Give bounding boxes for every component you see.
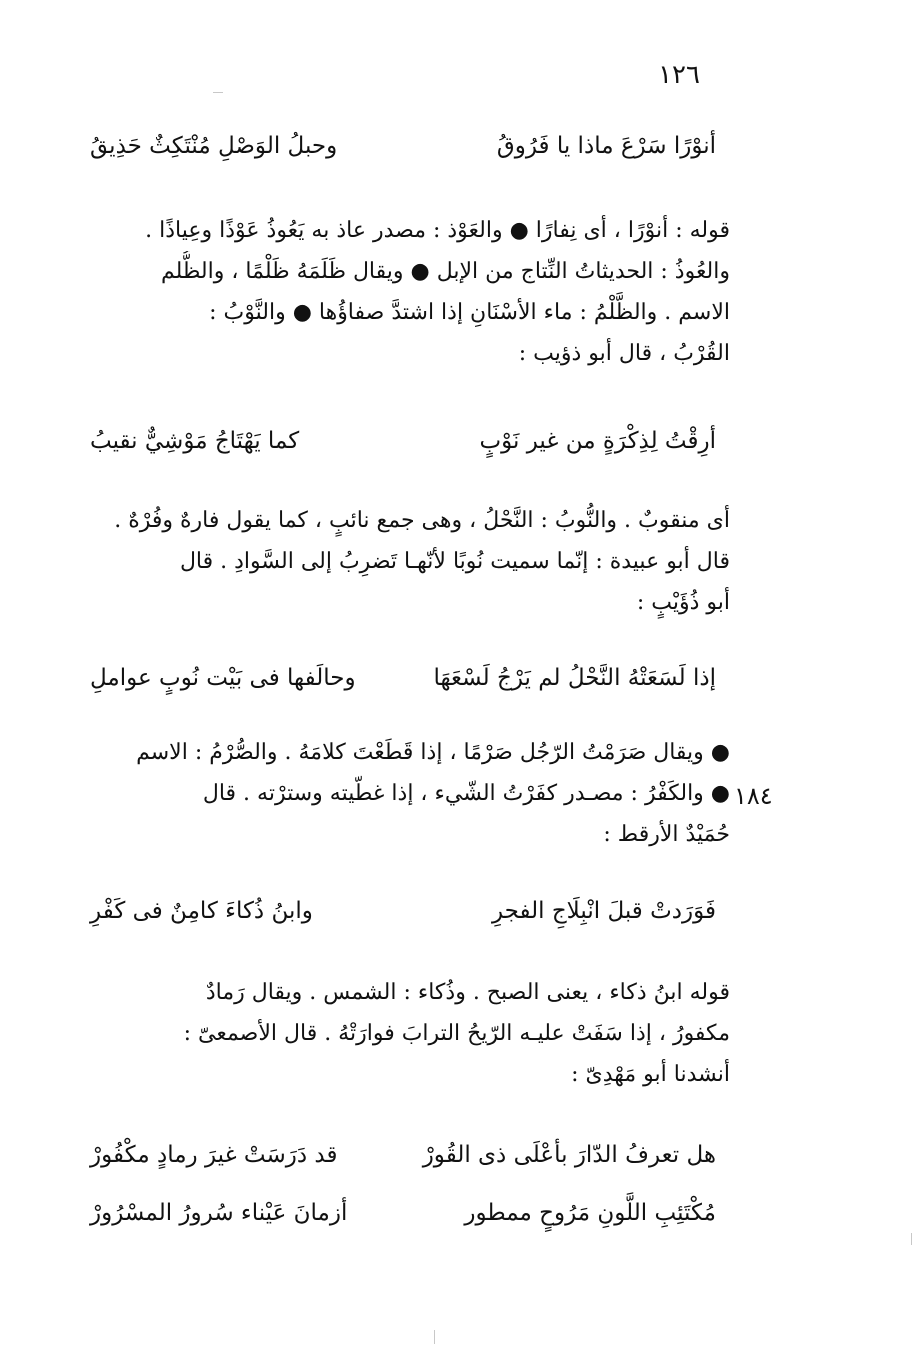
verse-first-hemistich: إذا لَسَعَتْهُ النَّحْلُ لم يَرْجُ لَسْعَهَا: [433, 665, 716, 691]
verse-line: [90, 1142, 716, 1194]
verse-second-hemistich: قد دَرَسَتْ غيرَ رمادٍ مكْفُورْ: [90, 1142, 338, 1168]
verse-first-hemistich: فَوَرَدتْ قبلَ انْبِلَاجِ الفجرِ: [491, 898, 716, 924]
text-line: أبو ذُؤَيْبٍ :: [636, 590, 730, 615]
verse-line: [90, 133, 716, 185]
verse-second-hemistich: كما يَهْتَاجُ مَوْشِيٌّ نقيبُ: [90, 428, 300, 454]
commentary-paragraph: [70, 732, 730, 855]
scan-speck: [434, 1330, 435, 1344]
text-line: الاسم . والظَّلْمُ : ماء الأسْنَانِ إذا اشتدَّ صفاؤُها ● والنَّوْبُ :: [209, 300, 730, 325]
text-line: أنشدنا أبو مَهْدِىّ :: [571, 1062, 730, 1087]
text-line: ● ويقال صَرَمْتُ الرّجُل صَرْمًا ، إذا قَطَعْتَ كلامَهُ . والصُّرْمُ : الاسم: [136, 740, 730, 765]
verse-first-hemistich: هل تعرفُ الدّارَ بأعْلَى ذى القُورْ: [422, 1142, 716, 1168]
text-line: قوله : أنوْرًا ، أى نِفارًا ● والعَوْذ : مصدر عاذ به يَعُوذُ عَوْذًا وعِياذًا .: [145, 218, 730, 243]
text-line: مكفورُ ، إذا سَفَتْ عليـه الرّيحُ الترابَ فوارَتْهُ . قال الأصمعىّ :: [183, 1021, 730, 1046]
verse-first-hemistich: أنوْرًا سَرْعَ ماذا يا فَرُوقُ: [496, 133, 716, 159]
text-line: القُرْبُ ، قال أبو ذؤيب :: [518, 341, 730, 366]
text-line: قوله ابنُ ذكاء ، يعنى الصبح . وذُكاء : الشمس . ويقال رَمادٌ: [205, 980, 730, 1005]
commentary-paragraph: [70, 500, 730, 623]
commentary-paragraph: [70, 972, 730, 1095]
verse-second-hemistich: وحبلُ الوَصْلِ مُنْتَكِثٌ حَذِيقُ: [90, 133, 338, 159]
text-line: ● والكَفْرُ : مصـدر كفَرْتُ الشّيء ، إذا غطّيته وسترْته . قال: [202, 781, 730, 806]
scan-speck: [213, 92, 223, 93]
verse-line: [90, 1200, 716, 1252]
page-number: ١٢٦: [658, 60, 700, 90]
verse-second-hemistich: وحالَفها فى بَيْت نُوبٍ عواملِ: [90, 665, 356, 691]
commentary-paragraph: [70, 210, 730, 374]
margin-entry-number: ١٨٤: [734, 782, 773, 810]
verse-line: [90, 665, 716, 717]
verse-second-hemistich: أزمانَ عَيْناء سُرورُ المسْرُورْ: [90, 1200, 348, 1226]
scan-speck: [911, 1233, 912, 1245]
verse-line: [90, 898, 716, 950]
text-line: حُمَيْدٌ الأرقط :: [603, 822, 730, 847]
verse-second-hemistich: وابنُ ذُكاءَ كامِنٌ فى كَفْرِ: [90, 898, 313, 924]
text-line: قال أبو عبيدة : إنّما سميت نُوبًا لأنّهـا تَضرِبُ إلى السَّوادِ . قال: [179, 549, 730, 574]
verse-first-hemistich: مُكْتَئِبِ اللَّونِ مَرُوحٍ ممطور: [464, 1200, 716, 1226]
text-line: أى منقوبٌ . والنُّوبُ : النَّحْلُ ، وهى جمع نائبٍ ، كما يقول فارهٌ وفُرْهٌ .: [114, 508, 730, 533]
verse-line: [90, 428, 716, 480]
verse-first-hemistich: أرِقْتُ لِذِكْرَةٍ من غير نَوْبٍ: [479, 428, 716, 454]
text-line: والعُوذُ : الحديثاتُ النِّتاج من الإبل ● ويقال ظَلَمَهُ ظَلْمًا ، والظُّلم: [160, 259, 730, 284]
